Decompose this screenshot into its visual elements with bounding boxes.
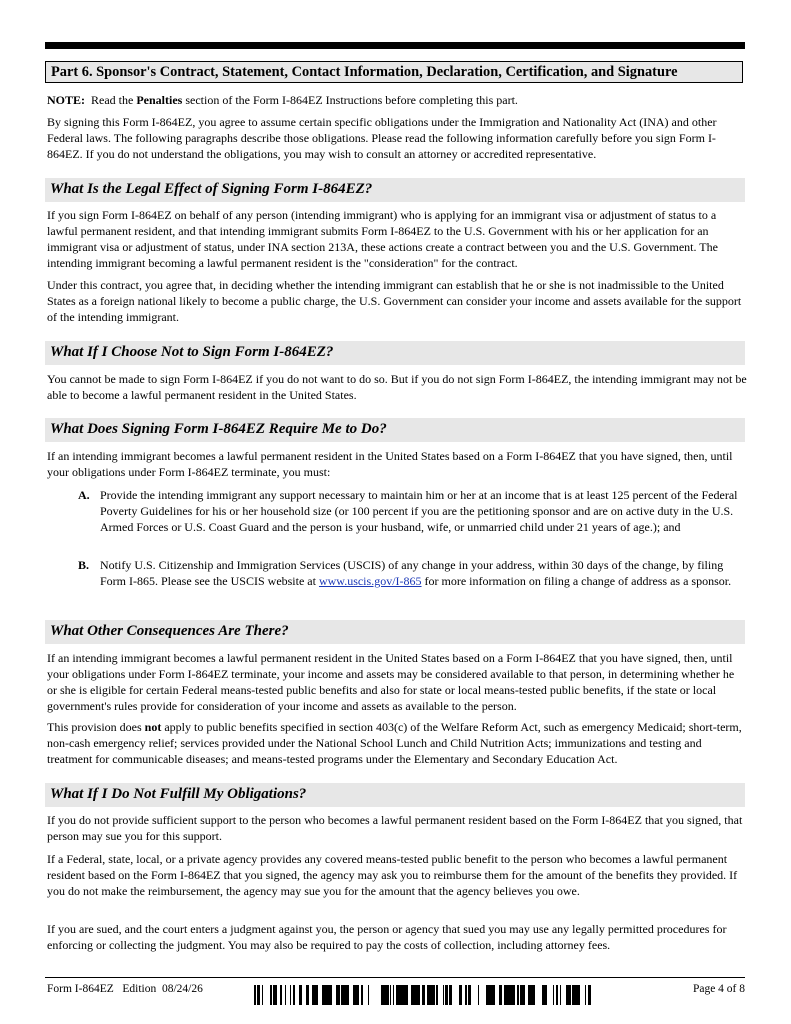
note-paragraph: [47, 92, 747, 108]
section-heading-obligations: [45, 783, 745, 807]
section-heading-consequences: [45, 620, 745, 644]
uscis-i865-link[interactable]: www.uscis.gov/I-865: [318, 574, 422, 588]
item-text-post: for more information on filing a change of address as a sponsor.: [421, 574, 732, 588]
legal-effect-paragraph-1: If you sign Form I-864EZ on behalf of any person (intending immigrant) who is applying for an immigrant visa or adjustment of status to a lawful permanent resident, and that intending immigrant submits Form I-864EZ to the U.S. Government with his or her application for an immigrant visa or adjustment of status, under INA section 213A, these actions create a contract between you and the U.S. Government. The intending immigrant becoming a lawful permanent resident is the "consideration" for the contract.: [47, 208, 718, 270]
section-heading-text: What Is the Legal Effect of Signing Form I-864EZ?: [50, 181, 373, 197]
legal-effect-paragraph-2: Under this contract, you agree that, in deciding whether the intending immigrant can establish that he or she is not inadmissible to the United States as a foreign national likely to become a public charge, the U.S. Government can consider your income and assets available for the support of the intending immigrant.: [47, 278, 742, 324]
form-edition: Form I-864EZ Edition 08/24/26: [47, 983, 203, 995]
barcode-image: [254, 985, 594, 1010]
page-number: Page 4 of 8: [692, 983, 745, 995]
section-heading-legal-effect: [45, 178, 745, 202]
bottom-rule: [45, 977, 745, 978]
note-label: NOTE:: [47, 93, 86, 107]
section-heading-text: What Does Signing Form I-864EZ Require Me to Do?: [50, 421, 387, 437]
section-heading-text: What If I Do Not Fulfill My Obligations?: [50, 786, 307, 802]
requirement-item-b: [78, 557, 743, 589]
p2-post: apply to public benefits specified in section 403(c) of the Welfare Reform Act, such as emergency Medicaid; short-term, non-cash emergency relief; services provided under the National School Lunch and Child Nutrition Acts; immunizations and testing and treatment for communicable diseases; and means-tested programs under the Elementary and Secondary Education Act.: [47, 720, 742, 766]
p2-bold: not: [144, 720, 162, 734]
section-heading-text: What Other Consequences Are There?: [50, 623, 289, 639]
note-bold: Penalties: [136, 93, 183, 107]
barcode-graphic: [254, 985, 594, 1005]
obligations-paragraph-2: If a Federal, state, local, or a private agency provides any covered means-tested public benefit to the person who becomes a lawful permanent resident based on the Form I-864EZ that you signed, the agency may ask you to reimburse them for the amount of the benefits they provided. If you do not make the reimbursement, the agency may sue you for the amount that the agency believes you owe.: [47, 852, 738, 898]
consequences-paragraph-1: If an intending immigrant becomes a lawful permanent resident in the United States based on a Form I-864EZ that you have signed, then, until your obligations under Form I-864EZ terminate, your income and assets may be considered available to that person, in determining whether he or she is eligible for certain Federal means-tested public benefits and also for state or local means-tested public benefits, if the state or local government's rules provide for consideration of your income and assets as available to the person.: [47, 651, 735, 713]
part-header: [45, 61, 743, 83]
note-post: section of the Form I-864EZ Instructions before completing this part.: [182, 93, 518, 107]
intro-paragraph: By signing this Form I-864EZ, you agree to assume certain specific obligations under the Immigration and Nationality Act (INA) and other Federal laws. The following paragraphs describe those obligations. Please read the following information carefully before you sign Form I-864EZ. If you do not understand the obligations, you may wish to consult an attorney or accredited representative.: [47, 115, 717, 161]
item-marker: B.: [78, 558, 90, 572]
item-text: Provide the intending immigrant any support necessary to maintain him or her at an income that is at least 125 percent of the Federal Poverty Guidelines for his or her household size (or 100 percent if you are the petitioning sponsor and are on active duty in the U.S. Armed Forces or U.S. Coast Guard and the person is your husband, wife, or unmarried child under 21 years of age.); and: [100, 488, 738, 534]
item-marker: A.: [78, 488, 90, 502]
section-heading-not-sign: [45, 341, 745, 365]
top-rule: [45, 42, 745, 49]
p2-pre: This provision does: [47, 720, 145, 734]
note-pre: Read the: [85, 93, 137, 107]
section-heading-requirements: [45, 418, 745, 442]
part-title: Part 6. Sponsor's Contract, Statement, Contact Information, Declaration, Certification, and Signature: [51, 64, 678, 80]
item-text: [100, 557, 743, 589]
obligations-paragraph-3: If you are sued, and the court enters a judgment against you, the person or agency that sued you may use any legally permitted procedures for enforcing or collecting the judgment. You may also be required to pay the costs of collection, including attorney fees.: [47, 922, 727, 952]
requirements-paragraph: If an intending immigrant becomes a lawful permanent resident in the United States based on a Form I-864EZ that you have signed, then, until your obligations under Form I-864EZ terminate, you must:: [47, 449, 733, 479]
consequences-paragraph-2: [47, 719, 747, 767]
item-text-pre: Notify U.S. Citizenship and Immigration Services (USCIS) of any change in your address, within 30 days of the change, by filing Form I-865. Please see the USCIS website at: [100, 558, 724, 588]
requirement-item-a: [78, 487, 743, 535]
obligations-paragraph-1: If you do not provide sufficient support to the person who becomes a lawful permanent resident based on the Form I-864EZ that you signed, that person may sue you for this support.: [47, 813, 743, 843]
not-sign-paragraph: You cannot be made to sign Form I-864EZ if you do not want to do so. But if you do not sign Form I-864EZ, the intending immigrant may not be able to become a lawful permanent resident in the United States.: [47, 372, 747, 402]
section-heading-text: What If I Choose Not to Sign Form I-864EZ?: [50, 344, 334, 360]
